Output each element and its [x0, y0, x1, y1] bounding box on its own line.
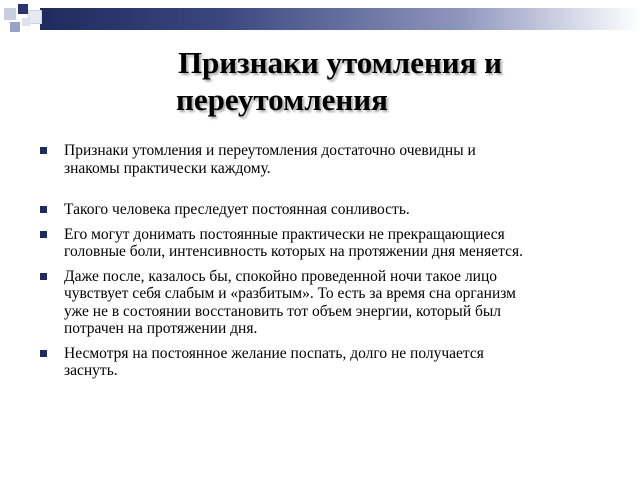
decorative-square	[22, 18, 30, 26]
bullet-text-line: чувствует себя слабым и «разбитым». То есть за время сна организм	[64, 285, 516, 302]
bullet-text-line: Такого человека преследует постоянная сонливость.	[64, 201, 410, 218]
bullet-text-line: Признаки утомления и переутомления достаточно очевидны и	[64, 142, 476, 159]
decorative-square	[28, 10, 42, 24]
bullet-item	[40, 226, 600, 261]
bullet-text-line: Даже после, казалось бы, спокойно проведенной ночи такое лицо	[64, 267, 498, 285]
bullet-text-line: головные боли, интенсивность которых на протяжении дня меняется.	[64, 243, 523, 260]
square-bullet-icon	[40, 147, 47, 154]
bullet-item	[40, 345, 600, 380]
bullet-list	[40, 142, 600, 387]
bullet-item	[40, 201, 600, 219]
decorative-square	[10, 22, 20, 32]
header-gradient-bar	[40, 8, 640, 30]
slide-title	[130, 44, 550, 118]
bullet-item	[40, 142, 600, 177]
title-line: переутомления	[176, 82, 388, 117]
square-bullet-icon	[40, 350, 47, 357]
bullet-text-line: потрачен на протяжении дня.	[64, 320, 258, 337]
bullet-text-line: заснуть.	[64, 362, 118, 379]
bullet-text-line: Его могут донимать постоянные практически не прекращающиеся	[64, 225, 505, 243]
title-line: Признаки утомления и	[177, 45, 503, 80]
decorative-square	[18, 4, 28, 14]
bullet-text-line: уже не в состоянии восстановить тот объем энергии, который был	[64, 302, 502, 320]
bullet-text-line: Несмотря на постоянное желание поспать, долго не получается	[64, 344, 484, 362]
square-bullet-icon	[40, 231, 47, 238]
bullet-text-line: знакомы практически каждому.	[64, 159, 271, 177]
square-bullet-icon	[40, 273, 47, 280]
decorative-square	[4, 8, 16, 20]
bullet-item	[40, 268, 600, 338]
square-bullet-icon	[40, 206, 47, 213]
